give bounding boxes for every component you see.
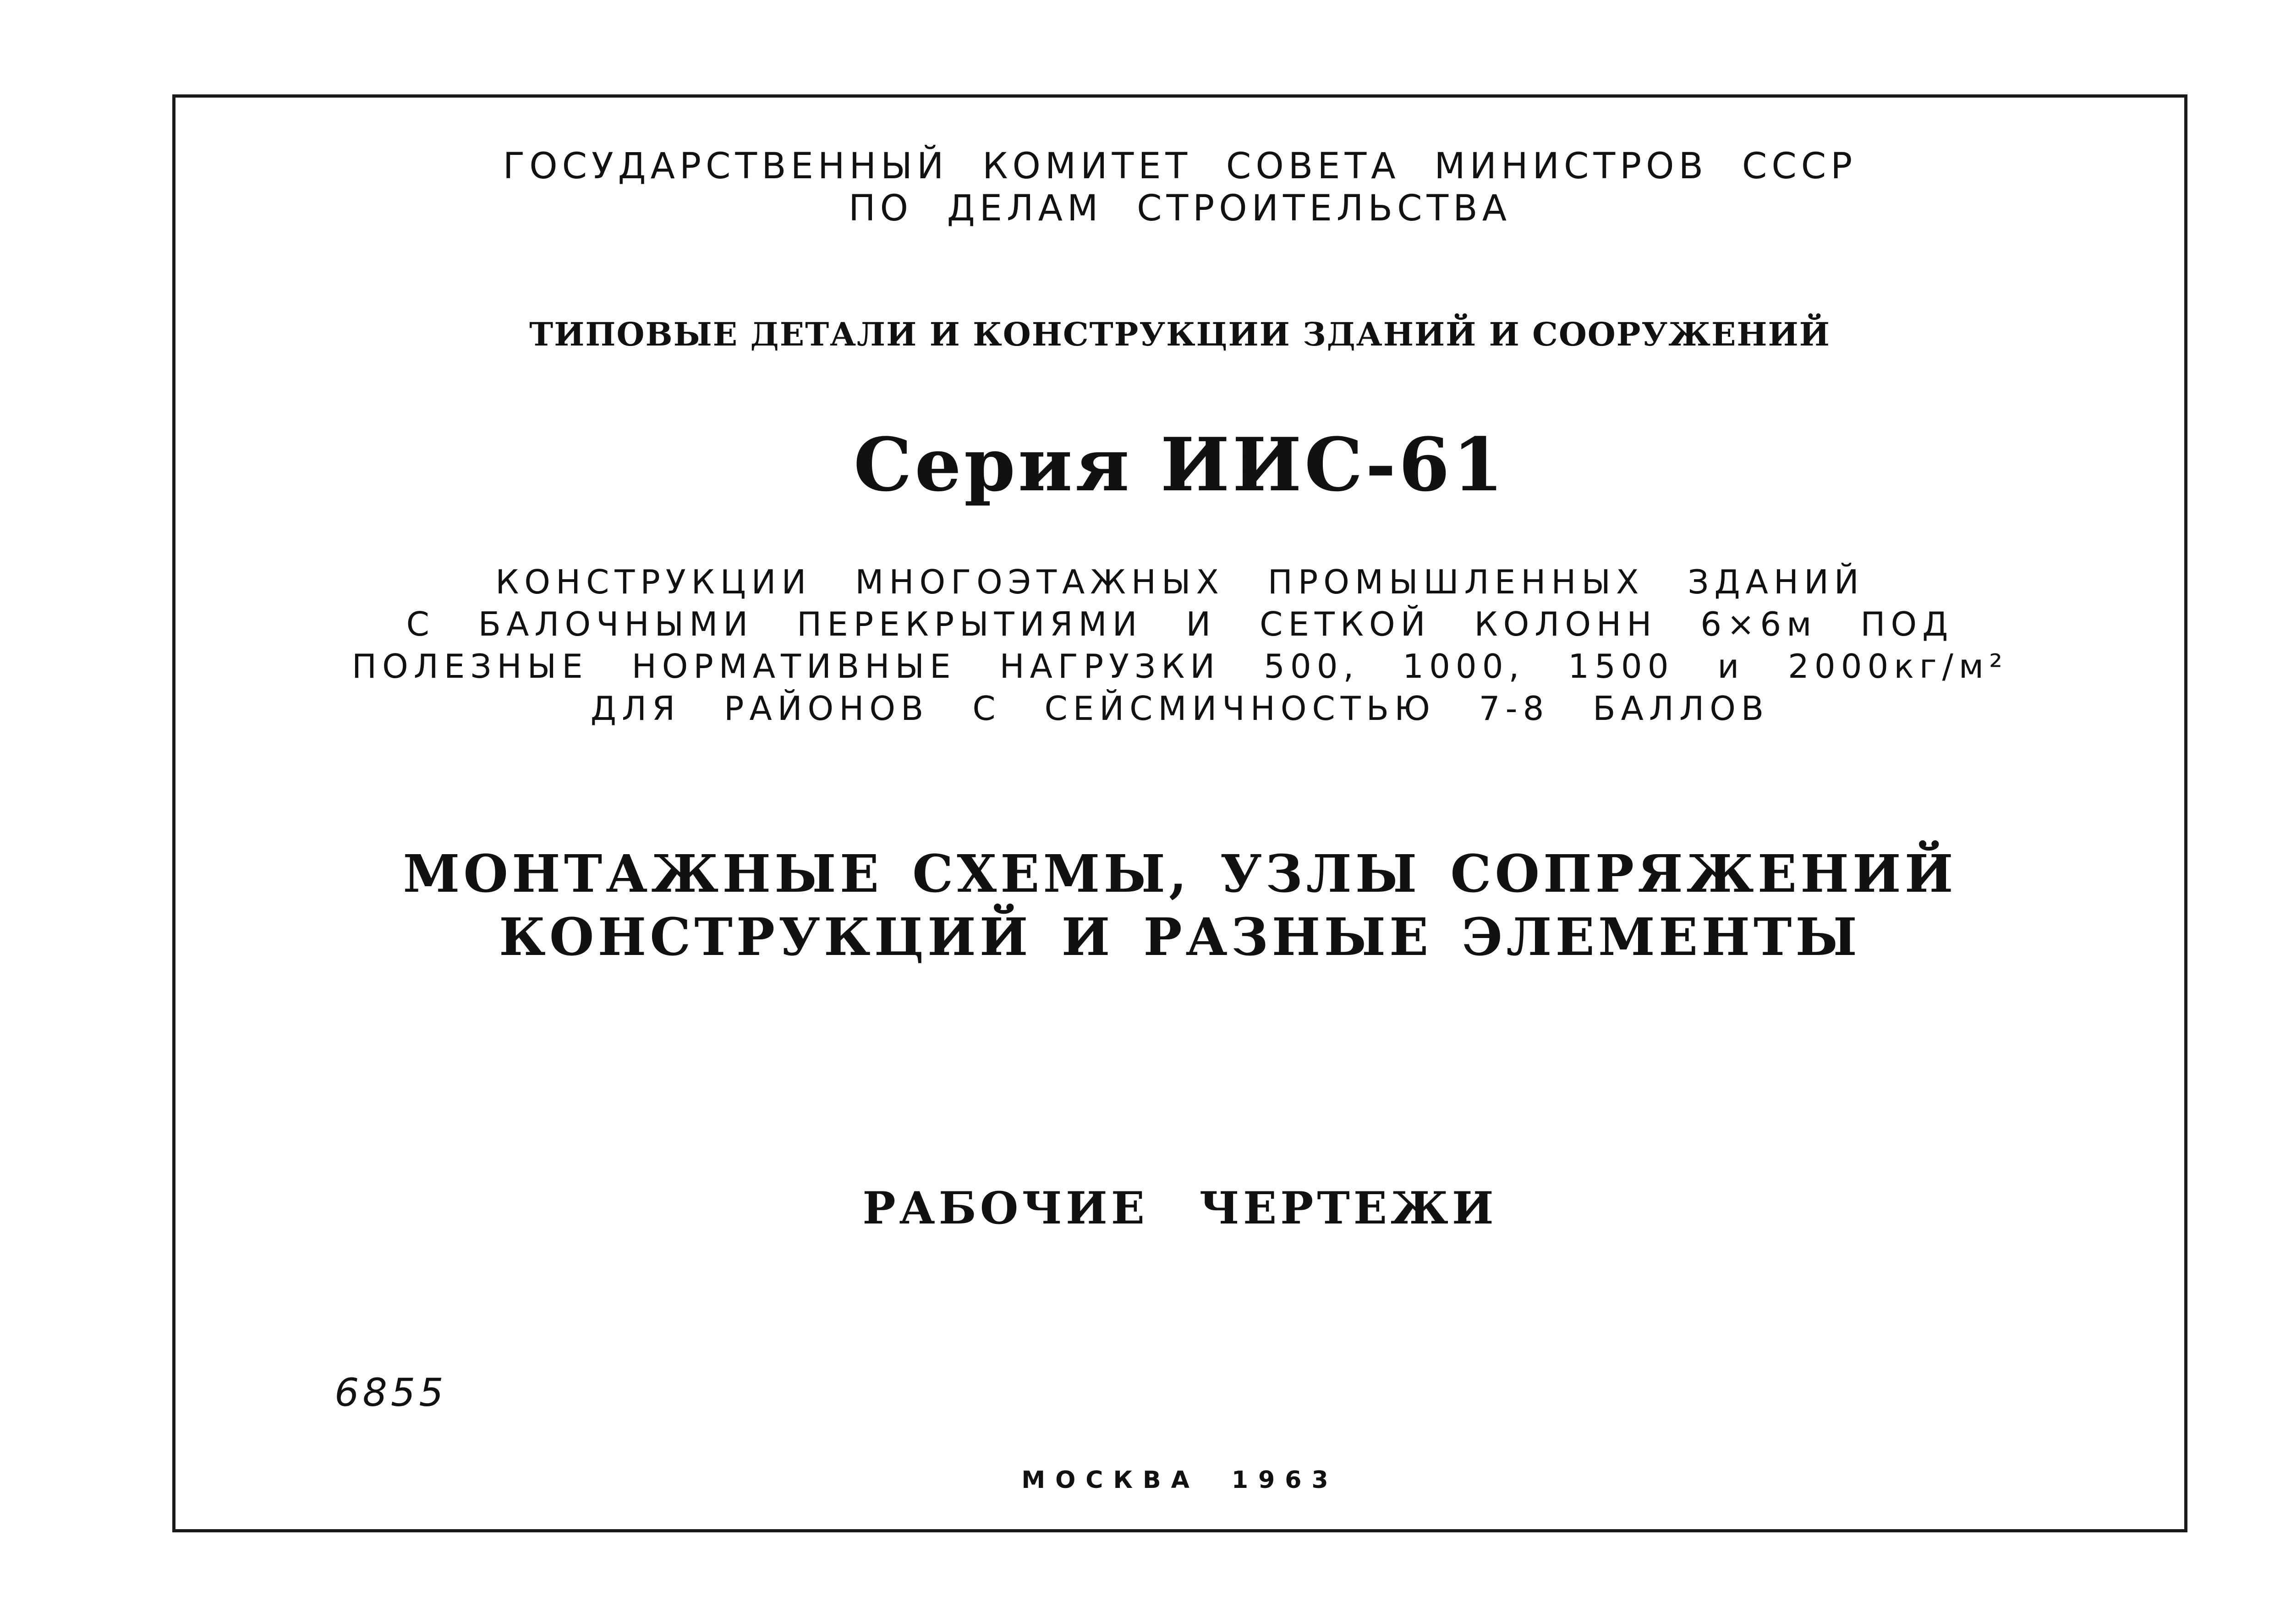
document-title-line-2: КОНСТРУКЦИЙ И РАЗНЫЕ ЭЛЕМЕНТЫ (499, 907, 1861, 967)
publication-place-year: МОСКВА 1963 (1021, 1466, 1338, 1494)
document-title-line-1: МОНТАЖНЫЕ СХЕМЫ, УЗЛЫ СОПРЯЖЕНИЙ (403, 844, 1957, 904)
document-kind: РАБОЧИЕ ЧЕРТЕЖИ (862, 1182, 1497, 1234)
title-page-frame (172, 94, 2187, 1532)
org-line-2: ПО ДЕЛАМ СТРОИТЕЛЬСТВА (848, 188, 1512, 229)
collection-title: ТИПОВЫЕ ДЕТАЛИ И КОНСТРУКЦИИ ЗДАНИЙ И СООРУЖЕНИЙ (529, 315, 1831, 353)
org-line-1: ГОСУДАРСТВЕННЫЙ КОМИТЕТ СОВЕТА МИНИСТРОВ СССР (503, 146, 1857, 187)
subject-line-2: С БАЛОЧНЫМИ ПЕРЕКРЫТИЯМИ И СЕТКОЙ КОЛОНН 6×6м ПОД (406, 605, 1954, 643)
subject-line-1: КОНСТРУКЦИИ МНОГОЭТАЖНЫХ ПРОМЫШЛЕННЫХ ЗДАНИЙ (495, 563, 1864, 601)
subject-line-3: ПОЛЕЗНЫЕ НОРМАТИВНЫЕ НАГРУЗКИ 500, 1000, 1500 и 2000кг/м² (351, 647, 2008, 686)
subject-line-4: ДЛЯ РАЙОНОВ С СЕЙСМИЧНОСТЬЮ 7-8 БАЛЛОВ (590, 689, 1770, 728)
series-title: Серия ИИС-61 (853, 422, 1507, 508)
document-number: 6855 (334, 1370, 447, 1415)
